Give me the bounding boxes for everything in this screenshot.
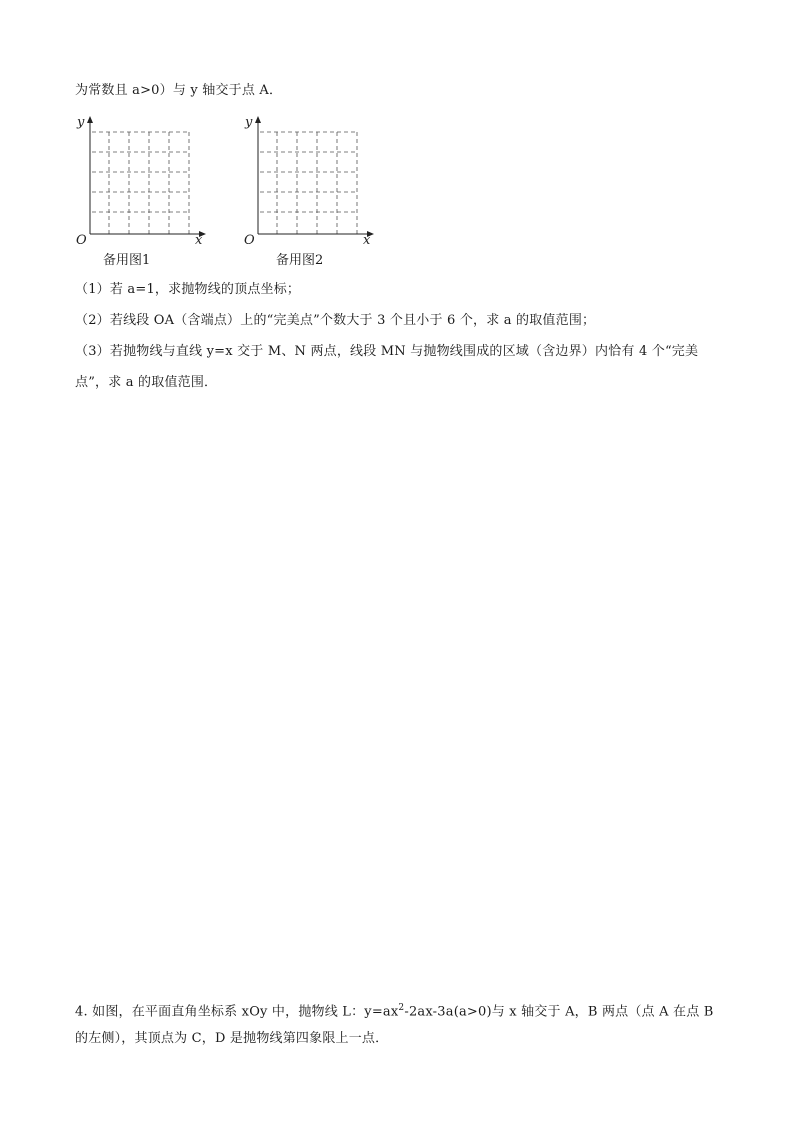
origin-label: O [76, 233, 87, 247]
question-2: （2）若线段 OA（含端点）上的“完美点”个数大于 3 个且小于 6 个，求 a 的取值范围； [75, 313, 596, 328]
problem-4-text-b: -2ax-3a(a>0)与 x 轴交于 A，B 两点（点 A 在点 B [404, 1004, 714, 1020]
backup-graph-1 [72, 112, 212, 247]
question-1: （1）若 a=1，求抛物线的顶点坐标； [75, 282, 301, 297]
question-3: （3）若抛物线与直线 y=x 交于 M、N 两点，线段 MN 与抛物线围成的区域（含边界）内恰有 4 个“完美 [75, 344, 699, 359]
y-axis-label: y [77, 115, 85, 130]
y-axis-label: y [245, 115, 253, 130]
backup-graph-2 [240, 112, 380, 247]
x-axis-label: x [363, 233, 371, 247]
problem-4-line-1 [75, 1000, 714, 1020]
question-3-continued: 点”，求 a 的取值范围． [75, 375, 218, 390]
figure-1-caption: 备用图1 [103, 253, 151, 268]
intro-text: 为常数且 a>0）与 y 轴交于点 A． [75, 83, 283, 98]
figure-2-caption: 备用图2 [276, 253, 324, 268]
x-axis-label: x [195, 233, 203, 247]
problem-4-text-a: 4. 如图，在平面直角坐标系 xOy 中，抛物线 L：y=ax [75, 1004, 399, 1020]
origin-label: O [244, 233, 255, 247]
exponent: 2 [398, 1003, 405, 1013]
problem-4-line-2: 的左侧），其顶点为 C，D 是抛物线第四象限上一点． [75, 1031, 389, 1046]
